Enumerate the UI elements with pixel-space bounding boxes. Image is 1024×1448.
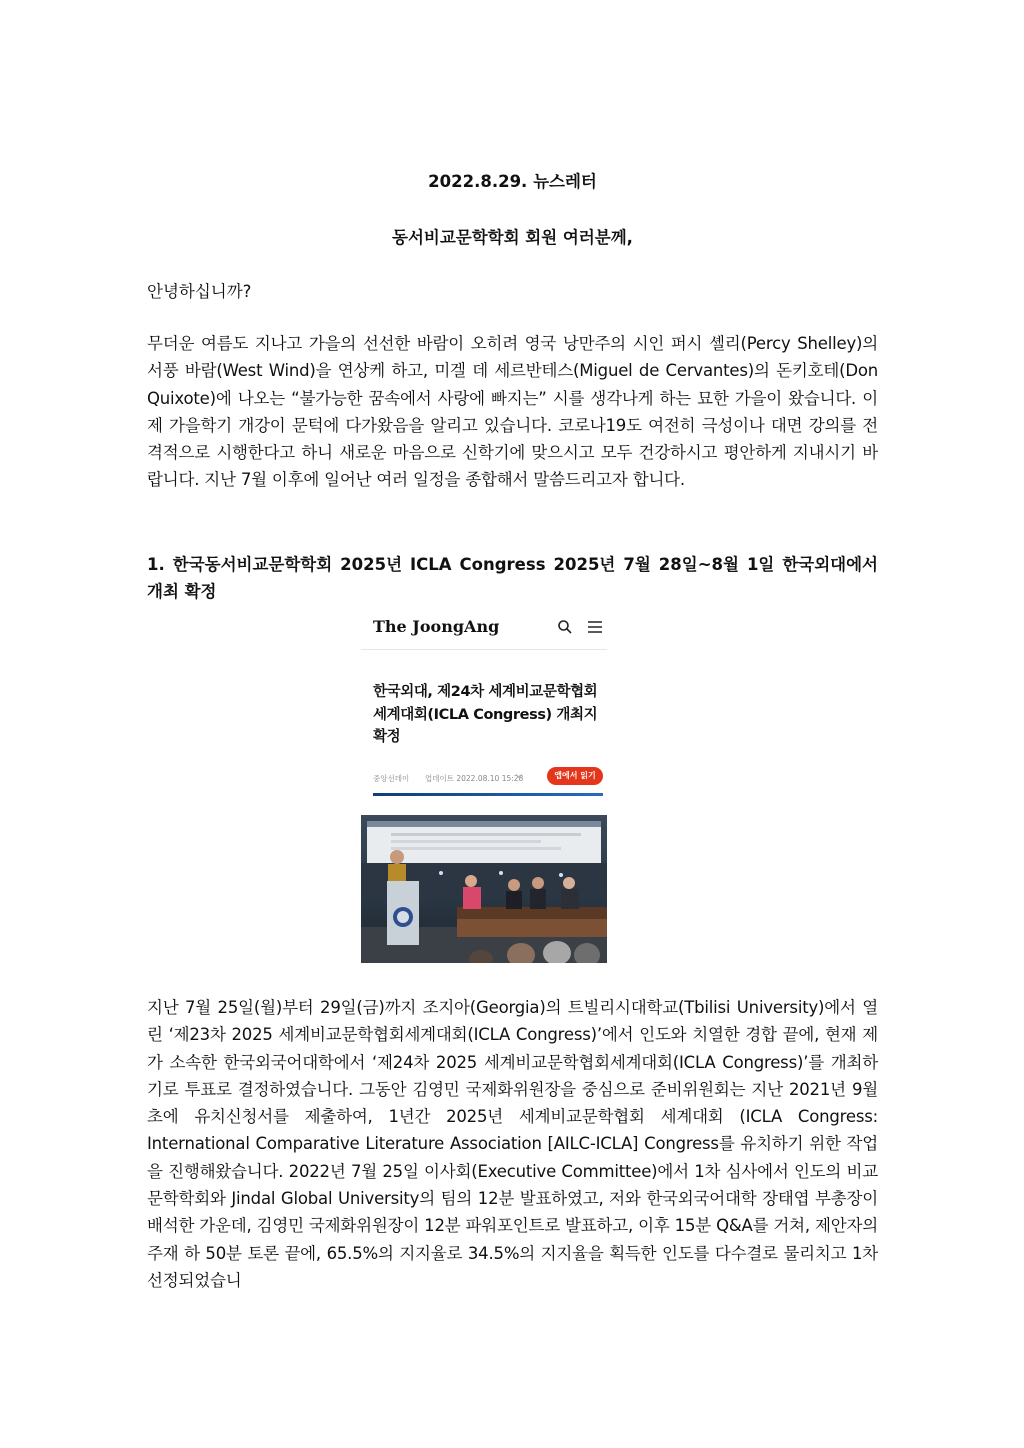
search-icon (557, 619, 573, 635)
news-source: 중앙선데이 (373, 774, 410, 783)
body-paragraph: 지난 7월 25일(월)부터 29일(금)까지 조지아(Georgia)의 트빌리시대학교(Tbilisi University)에서 열린 ‘제23차 2025 세계비교문학협회세계대회(ICLA Congress)’에서 인도와 치열한 경합 끝에, 현재 제가 소속한 한국외국어대학에서 ‘제24차 2025 세계비교문학협회세계대회(ICLA Congress)’를 개최하기로 투표로 결정하였습니다. 그동안 김영민 국제화위원장을 중심으로 준비위원회는 지난 2021년 9월 초에 유치신청서를 제출하여, 1년간 2025년 세계비교문학협회 세계대회 (ICLA Congress: International Comparative Literature Association [AILC-ICLA] Congress를 유치하기 위한 작업을 진행해왔습니다. 2022년 7월 25일 이사회(Executive Committee)에서 1차 심사에서 인도의 비교문학학회와 Jindal Global University의 팀의 12분 발표하였고, 저와 한국외국어대학 장태엽 부총장이 배석한 가운데, 김영민 국제화위원장이 12분 파워포인트로 발표하고, 이후 15분 Q&A를 거쳐, 제안자의 주재 하 50분 토론 끝에, 65.5%의 지지율로 34.5%의 지지율을 획득한 인도를 다수결로 물리치고 1차 선정되었습니 (147, 998, 878, 1290)
news-updated: 업데이트 2022.08.10 15:28 (425, 774, 524, 783)
news-header (361, 605, 607, 650)
read-in-app-button: 앱에서 읽기 (547, 767, 603, 785)
section-heading: 1. 한국동서비교문학학회 2025년 ICLA Congress 2025년 7월 28일~8월 1일 한국외대에서 개최 확정 (147, 555, 878, 601)
news-headline: 한국외대, 제24차 세계비교문학협회세계대회(ICLA Congress) 개최지 확정 (373, 684, 598, 745)
menu-icon (587, 619, 603, 635)
news-meta (373, 767, 603, 789)
chevron-down-icon (515, 772, 523, 780)
intro-paragraph: 무더운 여름도 지나고 가을의 선선한 바람이 오히려 영국 낭만주의 시인 퍼시 셸리(Percy Shelley)의 서풍 바람(West Wind)을 연상케 하고, 미겔 데 세르반테스(Miguel de Cervantes)의 돈키호테(Don Quixote)에 나오는 “불가능한 꿈속에서 사랑에 빠지는” 시를 생각나게 하는 묘한 가을이 왔습니다. 이제 가을학기 개강이 문턱에 다가왔음을 알리고 있습니다. 코로나19도 여전히 극성이나 대면 강의를 전격적으로 시행한다고 하니 새로운 마음으로 신학기에 맞으시고 모두 건강하시고 평안하게 지내시기 바랍니다. 지난 7월 이후에 일어난 여러 일정을 종합해서 말씀드리고자 합니다. (147, 334, 878, 490)
salutation: 동서비교문학학회 회원 여러분께, (392, 228, 633, 247)
conference-photo (361, 815, 607, 963)
news-article-screenshot (361, 605, 607, 963)
greeting: 안녕하십니까? (147, 282, 252, 301)
newsletter-title: 2022.8.29. 뉴스레터 (428, 172, 597, 191)
joongang-logo: The JoongAng (373, 617, 500, 636)
headline-divider (373, 793, 603, 796)
